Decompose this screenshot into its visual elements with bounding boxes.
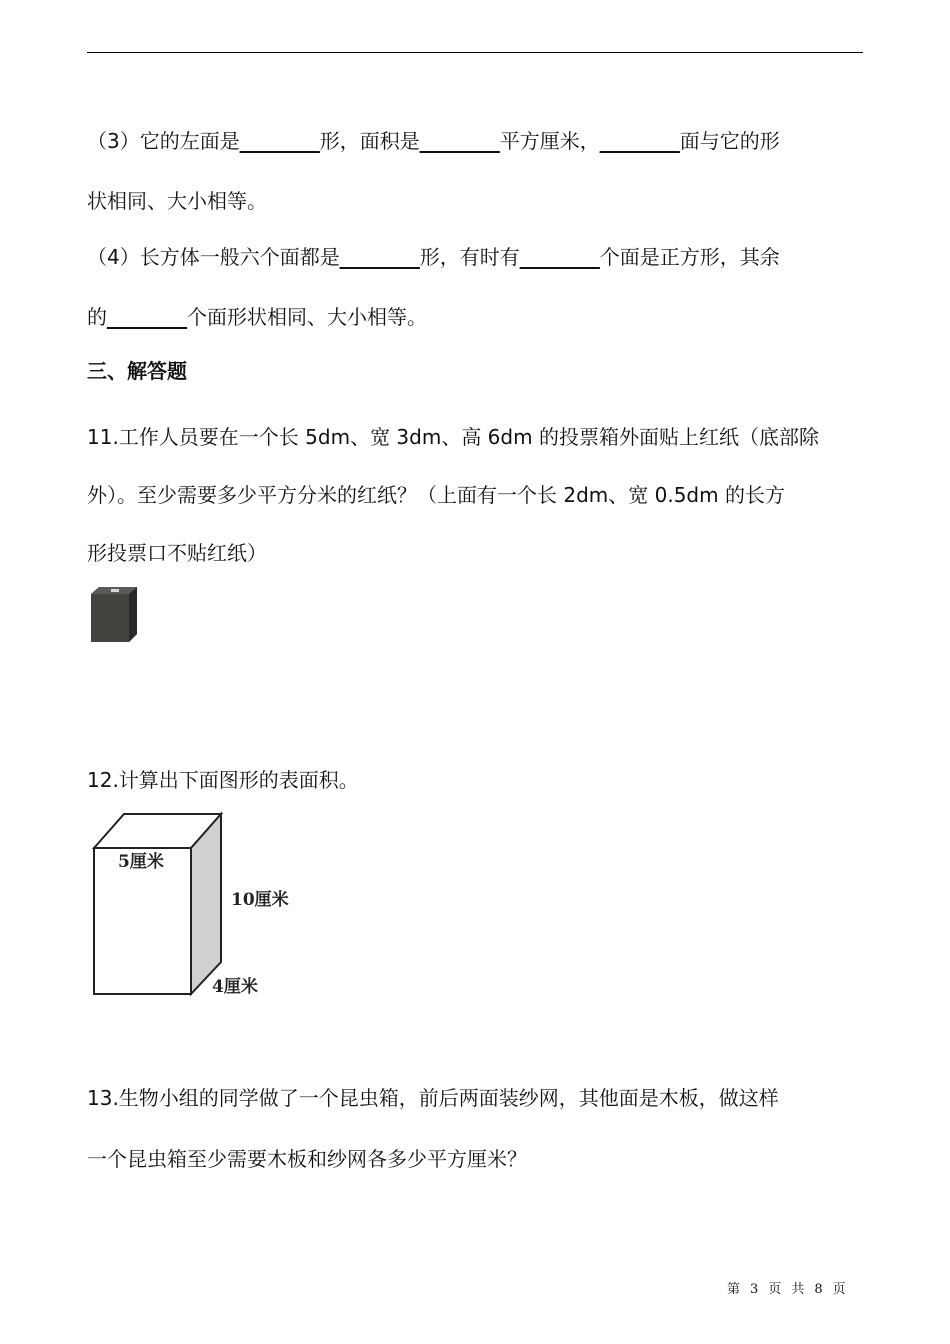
q13-line2: 一个昆虫箱至少需要木板和纱网各多少平方厘米？	[87, 1147, 527, 1171]
text: 平方厘米，	[499, 129, 600, 153]
text: 的	[87, 305, 107, 329]
answer-blank: ________	[519, 245, 600, 269]
total-page-number: 8	[814, 1282, 823, 1297]
q10-part4-line1	[87, 244, 780, 270]
text: （4）长方体一般六个面都是	[87, 245, 340, 269]
q13-line1: 13.生物小组的同学做了一个昆虫箱，前后两面装纱网，其他面是木板，做这样	[87, 1086, 779, 1110]
answer-blank: ________	[599, 129, 680, 153]
footer-text: 第	[727, 1282, 741, 1297]
q10-part4-line2	[87, 304, 427, 330]
length-label: 5厘米	[118, 852, 164, 872]
q10-part3-line1	[87, 128, 780, 154]
answer-blank: ________	[107, 305, 187, 329]
text: 面与它的形	[679, 129, 780, 153]
q11-line1: 11.工作人员要在一个长 5dm、宽 3dm、高 6dm 的投票箱外面贴上红纸（底部除	[87, 425, 819, 449]
text: 形，面积是	[319, 129, 420, 153]
footer-text: 共	[791, 1282, 805, 1297]
answer-blank: ________	[419, 129, 500, 153]
q11-line2: 外）。至少需要多少平方分米的红纸？（上面有一个长 2dm、宽 0.5dm 的长方	[87, 483, 785, 507]
current-page-number: 3	[750, 1282, 759, 1297]
answer-blank: ________	[339, 245, 420, 269]
q10-part3-line2: 状相同、大小相等。	[87, 189, 267, 213]
header-rule	[87, 52, 863, 53]
height-label: 10厘米	[231, 890, 289, 910]
width-label: 4厘米	[212, 977, 258, 997]
text: 形，有时有	[419, 245, 520, 269]
text: 个面是正方形，其余	[599, 245, 780, 269]
q11-line3: 形投票口不贴红纸）	[87, 541, 267, 565]
answer-blank: ________	[239, 129, 320, 153]
cuboid-diagram	[88, 810, 308, 1000]
text: 个面形状相同、大小相等。	[187, 305, 427, 329]
text: （3）它的左面是	[87, 129, 240, 153]
page-footer	[722, 1278, 851, 1297]
footer-text: 页	[768, 1282, 782, 1297]
ballot-box-image	[87, 584, 139, 646]
q12-line1: 12.计算出下面图形的表面积。	[87, 768, 359, 792]
section-title: 三、解答题	[87, 359, 187, 383]
footer-text: 页	[832, 1282, 846, 1297]
